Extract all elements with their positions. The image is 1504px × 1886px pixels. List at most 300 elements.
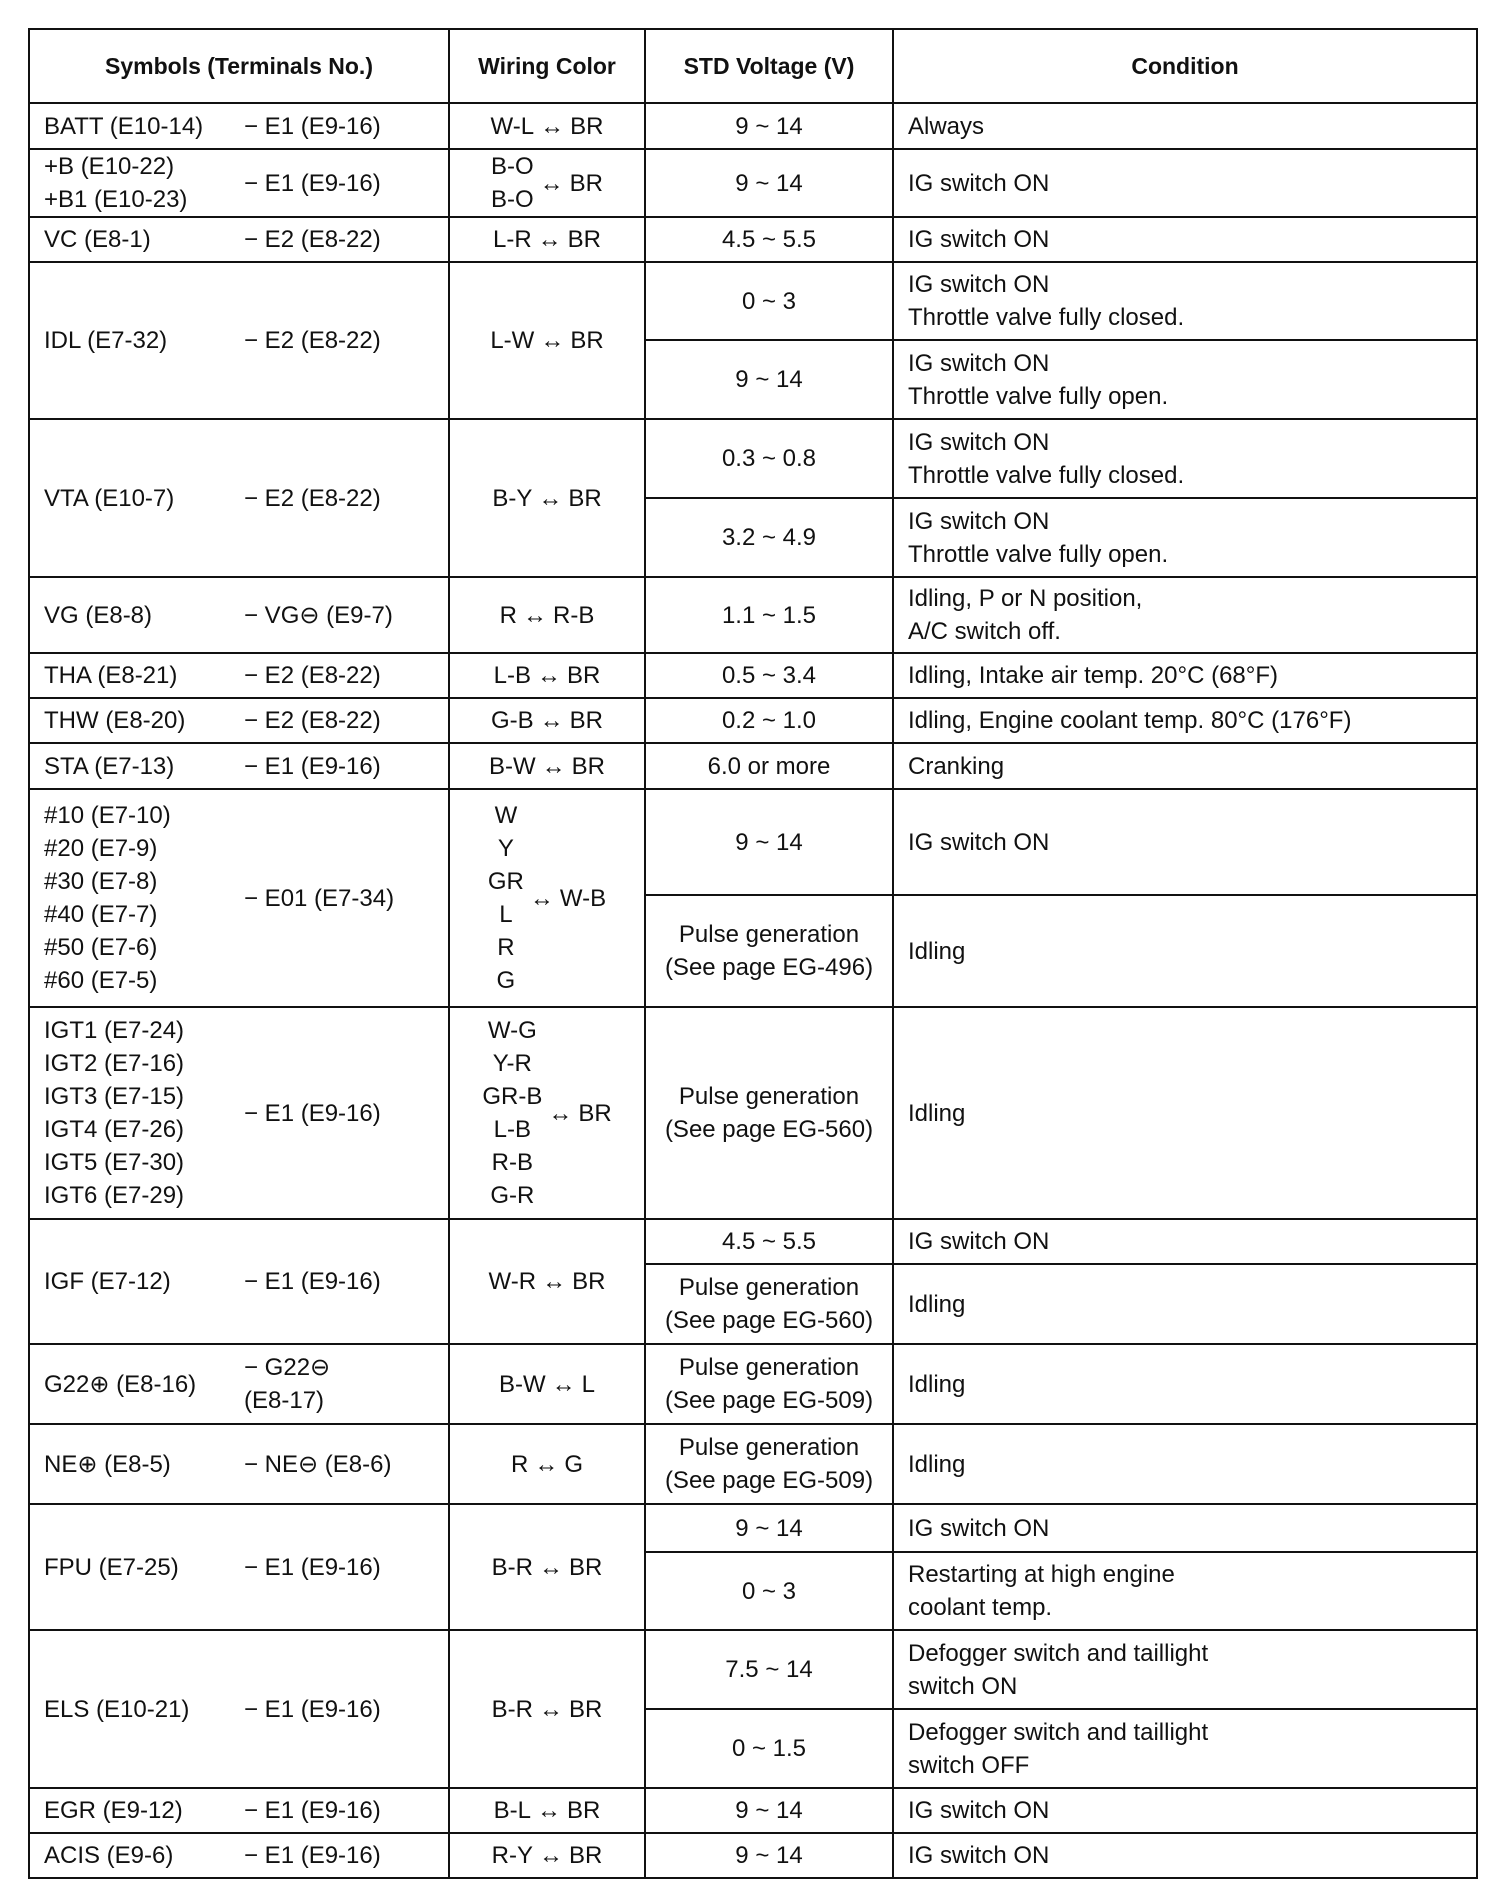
wiring-group: [464, 659, 630, 692]
voltage-cell: [645, 1630, 893, 1709]
condition-text: coolant temp.: [908, 1594, 1053, 1621]
terminal-symbol: #40 (E7-7): [44, 901, 158, 928]
voltage-cell: [645, 103, 893, 149]
symbol-cell: [29, 1424, 449, 1504]
bidirectional-arrow-icon: ↔: [534, 1450, 559, 1478]
terminal-symbol: #60 (E7-5): [44, 967, 158, 994]
terminal-symbol: VTA (E10-7): [44, 484, 175, 512]
bidirectional-arrow-icon: ↔: [541, 752, 566, 780]
reference-terminal-label: − E2 (E8-22): [244, 226, 381, 253]
terminal-symbol: THA (E8-21): [44, 662, 178, 689]
voltage-value: 0 ~ 3: [741, 1577, 797, 1605]
condition-text: Idling, Intake air temp. 20°C (68°F): [908, 662, 1279, 689]
bidirectional-arrow-icon: ↔: [537, 226, 562, 253]
wiring-group: [464, 1448, 630, 1481]
voltage-cell: [645, 1788, 893, 1833]
voltage-value: 1.1 ~ 1.5: [721, 601, 817, 629]
reference-terminal: [244, 704, 434, 737]
wire-color: L: [499, 901, 513, 928]
table-row: [29, 789, 1477, 895]
wire-color: B-L: [493, 1797, 531, 1824]
condition-text: IG switch ON: [908, 1514, 1050, 1542]
wiring-group: [464, 799, 630, 997]
symbol-cell: [29, 1219, 449, 1344]
symbol-cell: [29, 698, 449, 743]
voltage-value: (See page EG-496): [664, 954, 874, 981]
condition-text: IG switch ON: [908, 507, 1050, 535]
wire-to-color: BR: [567, 1797, 601, 1824]
voltage-value: (See page EG-509): [664, 1387, 874, 1414]
reference-terminal-label: − E1 (E9-16): [244, 1553, 381, 1581]
symbol-group: [44, 1693, 434, 1726]
table-row: [29, 743, 1477, 789]
voltage-cell: [645, 1504, 893, 1552]
condition-cell: [893, 103, 1477, 149]
wire-color: B-Y: [492, 484, 533, 512]
condition-cell: [893, 1424, 1477, 1504]
condition-text: IG switch ON: [908, 169, 1050, 197]
voltage-value: Pulse generation: [678, 921, 860, 948]
condition-cell: [893, 895, 1477, 1007]
symbol-cell: [29, 1788, 449, 1833]
reference-terminal: [244, 599, 434, 632]
condition-cell: [893, 653, 1477, 698]
wire-color: W-R: [488, 1268, 537, 1295]
reference-terminal: [244, 1839, 434, 1872]
wiring-group: [464, 704, 630, 737]
voltage-cell: [645, 653, 893, 698]
terminal-symbols: [44, 659, 244, 692]
wiring-color-cell: [449, 1833, 645, 1878]
voltage-value: 0 ~ 1.5: [731, 1735, 807, 1762]
terminal-symbol: +B (E10-22): [44, 153, 175, 180]
wire-color: B-R: [491, 1553, 533, 1581]
symbol-group: [44, 1839, 434, 1872]
voltage-cell: [645, 340, 893, 419]
reference-terminal: [244, 1794, 434, 1827]
table-row: [29, 103, 1477, 149]
wiring-group: [464, 1693, 630, 1726]
symbol-group: [44, 704, 434, 737]
wire-to-color: BR: [570, 112, 604, 140]
reference-terminal: [244, 1448, 434, 1481]
wire-colors: [500, 599, 517, 632]
reference-terminal: [244, 1351, 434, 1417]
reference-terminal-label: − E1 (E9-16): [244, 169, 381, 197]
table-row: [29, 217, 1477, 262]
reference-terminal: [244, 324, 434, 357]
wiring-color-cell: [449, 789, 645, 1007]
wiring-group: [464, 1551, 630, 1584]
reference-terminal-label: − VG⊖ (E9-7): [244, 601, 393, 629]
bidirectional-arrow-icon: ↔: [537, 662, 561, 689]
header-std-voltage: STD Voltage (V): [645, 29, 893, 103]
wire-color: L-W: [490, 327, 535, 354]
voltage-value: 4.5 ~ 5.5: [721, 226, 817, 253]
table-row: [29, 1788, 1477, 1833]
table-row: [29, 1344, 1477, 1424]
terminal-symbols: [44, 1794, 244, 1827]
wire-color: B-O: [490, 153, 534, 180]
wire-color: G-B: [490, 707, 534, 734]
wiring-color-cell: [449, 653, 645, 698]
condition-cell: [893, 789, 1477, 895]
header-symbols: Symbols (Terminals No.): [29, 29, 449, 103]
wire-color: Y: [497, 835, 514, 862]
symbol-group: [44, 750, 434, 783]
wire-to-color: BR: [567, 662, 601, 689]
condition-text: IG switch ON: [908, 226, 1050, 253]
terminal-symbol: ACIS (E9-6): [44, 1842, 174, 1869]
symbol-group: [44, 482, 434, 515]
wiring-group: [464, 223, 630, 256]
wire-to-color: R-B: [553, 601, 595, 629]
terminal-symbol: VC (E8-1): [44, 226, 151, 253]
table-row: [29, 1007, 1477, 1219]
condition-text: Throttle valve fully closed.: [908, 461, 1185, 489]
voltage-value: 0.5 ~ 3.4: [721, 662, 817, 689]
condition-text: Idling: [908, 937, 966, 965]
condition-cell: [893, 1552, 1477, 1630]
condition-text: Defogger switch and taillight: [908, 1718, 1209, 1746]
terminal-symbols: [44, 1551, 244, 1584]
wire-color: B-O: [490, 186, 534, 213]
symbol-group: [44, 324, 434, 357]
wiring-color-cell: [449, 1788, 645, 1833]
condition-cell: [893, 1709, 1477, 1788]
wire-to-color: BR: [569, 1695, 603, 1723]
bidirectional-arrow-icon: ↔: [539, 1695, 563, 1723]
wire-colors: [492, 482, 532, 515]
terminal-symbol: NE⊕ (E8-5): [44, 1450, 171, 1478]
wiring-group: [464, 1265, 630, 1298]
voltage-cell: [645, 1552, 893, 1630]
wire-colors: [488, 799, 524, 997]
voltage-cell: [645, 743, 893, 789]
condition-text: IG switch ON: [908, 1797, 1050, 1824]
condition-cell: [893, 1344, 1477, 1424]
voltage-value: 0.2 ~ 1.0: [721, 707, 817, 734]
header-wiring-color: Wiring Color: [449, 29, 645, 103]
terminal-symbol: IDL (E7-32): [44, 327, 168, 354]
wire-to-color: G: [564, 1450, 583, 1478]
condition-text: Throttle valve fully closed.: [908, 304, 1185, 331]
wire-colors: [511, 1448, 528, 1481]
reference-terminal: [244, 223, 434, 256]
reference-terminal-label: − G22⊖: [244, 1354, 331, 1381]
wire-color: W: [494, 802, 518, 829]
terminal-symbol: EGR (E9-12): [44, 1797, 183, 1824]
voltage-cell: [645, 895, 893, 1007]
reference-terminal: [244, 1551, 434, 1584]
voltage-cell: [645, 1219, 893, 1264]
voltage-value: Pulse generation: [678, 1083, 860, 1110]
condition-text: Idling: [908, 1290, 966, 1318]
terminal-symbol: FPU (E7-25): [44, 1553, 179, 1581]
wiring-group: [464, 750, 630, 783]
condition-text: Idling: [908, 1099, 966, 1127]
bidirectional-arrow-icon: ↔: [523, 601, 547, 629]
bidirectional-arrow-icon: ↔: [551, 1370, 576, 1398]
terminal-symbol: THW (E8-20): [44, 707, 186, 734]
symbol-cell: [29, 1630, 449, 1788]
condition-cell: [893, 698, 1477, 743]
condition-text: Restarting at high engine: [908, 1561, 1175, 1588]
symbol-cell: [29, 577, 449, 653]
wiring-color-cell: [449, 1424, 645, 1504]
condition-text: Idling: [908, 1370, 966, 1398]
symbol-group: [44, 1014, 434, 1212]
wiring-color-cell: [449, 419, 645, 577]
terminal-symbol: +B1 (E10-23): [44, 186, 188, 213]
condition-cell: [893, 1504, 1477, 1552]
condition-text: IG switch ON: [908, 428, 1050, 456]
symbol-cell: [29, 1504, 449, 1630]
voltage-value: 9 ~ 14: [735, 1514, 803, 1542]
bidirectional-arrow-icon: ↔: [540, 327, 565, 354]
condition-cell: [893, 1264, 1477, 1344]
condition-cell: [893, 340, 1477, 419]
voltage-value: 0 ~ 3: [741, 287, 797, 315]
voltage-value: 3.2 ~ 4.9: [721, 524, 817, 551]
terminal-symbols: [44, 599, 244, 632]
terminal-symbols: [44, 750, 244, 783]
symbol-group: [44, 1448, 434, 1481]
symbol-cell: [29, 1007, 449, 1219]
symbol-group: [44, 799, 434, 997]
terminal-symbol: STA (E7-13): [44, 752, 175, 780]
voltage-value: 6.0 or more: [707, 752, 831, 780]
wiring-color-cell: [449, 217, 645, 262]
voltage-cell: [645, 419, 893, 498]
condition-text: Cranking: [908, 752, 1005, 780]
reference-terminal: [244, 659, 434, 692]
condition-cell: [893, 419, 1477, 498]
wire-color: G-R: [490, 1182, 535, 1209]
terminal-symbols: [44, 482, 244, 515]
symbol-cell: [29, 149, 449, 217]
voltage-cell: [645, 217, 893, 262]
table-row: [29, 577, 1477, 653]
wire-color: L-B: [493, 662, 531, 689]
table-row: [29, 698, 1477, 743]
wire-to-color: BR: [569, 707, 603, 734]
symbol-group: [44, 150, 434, 216]
wire-colors: [494, 1794, 531, 1827]
wiring-group: [464, 1794, 630, 1827]
condition-cell: [893, 1007, 1477, 1219]
voltage-value: Pulse generation: [678, 1434, 860, 1461]
wire-color: R: [499, 601, 517, 629]
reference-terminal-label: − E1 (E9-16): [244, 1842, 381, 1869]
wiring-color-cell: [449, 698, 645, 743]
wire-colors: [492, 1693, 533, 1726]
condition-cell: [893, 498, 1477, 577]
bidirectional-arrow-icon: ↔: [542, 1268, 567, 1295]
wire-colors: [491, 110, 535, 143]
wire-color: R: [497, 934, 515, 961]
terminal-symbols: [44, 799, 244, 997]
condition-text: A/C switch off.: [908, 618, 1061, 645]
wiring-group: [464, 1014, 630, 1212]
condition-text: Always: [908, 112, 985, 140]
table-row: [29, 1833, 1477, 1878]
condition-text: Throttle valve fully open.: [908, 540, 1169, 568]
condition-text: switch OFF: [908, 1751, 1030, 1779]
terminal-symbols: [44, 223, 244, 256]
symbol-cell: [29, 103, 449, 149]
condition-cell: [893, 1788, 1477, 1833]
voltage-value: 9 ~ 14: [735, 828, 803, 856]
reference-terminal-label: − E1 (E9-16): [244, 1695, 381, 1723]
wire-to-color: W-B: [559, 884, 607, 912]
wiring-group: [464, 150, 630, 216]
wiring-group: [464, 110, 630, 143]
table-row: [29, 1630, 1477, 1709]
bidirectional-arrow-icon: ↔: [537, 1797, 561, 1824]
wire-color: GR: [487, 868, 524, 895]
symbol-cell: [29, 419, 449, 577]
wire-color: R-B: [491, 1149, 533, 1176]
symbol-group: [44, 1265, 434, 1298]
reference-terminal: [244, 882, 434, 915]
reference-terminal-label: − E2 (E8-22): [244, 327, 381, 354]
wire-colors: [493, 223, 532, 256]
terminal-symbol: #10 (E7-10): [44, 802, 171, 829]
wire-to-color: BR: [569, 1553, 603, 1581]
bidirectional-arrow-icon: ↔: [539, 1553, 563, 1581]
wiring-color-cell: [449, 1504, 645, 1630]
wiring-color-cell: [449, 149, 645, 217]
voltage-value: (See page EG-560): [664, 1116, 874, 1143]
wire-to-color: BR: [571, 752, 605, 780]
wire-to-color: BR: [572, 1268, 606, 1295]
wire-colors: [491, 150, 534, 216]
wire-colors: [499, 1368, 546, 1401]
symbol-cell: [29, 1344, 449, 1424]
voltage-value: 9 ~ 14: [735, 1842, 803, 1869]
wire-color: W-L: [490, 112, 535, 140]
reference-terminal: [244, 167, 434, 200]
wire-to-color: BR: [578, 1099, 612, 1127]
terminal-symbol: #30 (E7-8): [44, 868, 158, 895]
wire-color: Y-R: [492, 1050, 532, 1077]
condition-text: Defogger switch and taillight: [908, 1639, 1209, 1667]
reference-terminal-label: − E2 (E8-22): [244, 484, 381, 512]
wire-colors: [489, 1265, 537, 1298]
header-row: [29, 29, 1477, 103]
voltage-value: 4.5 ~ 5.5: [721, 1228, 817, 1255]
wire-color: R-Y: [491, 1842, 533, 1869]
voltage-value: 7.5 ~ 14: [725, 1656, 813, 1683]
terminal-symbol: IGT4 (E7-26): [44, 1116, 185, 1143]
wiring-color-cell: [449, 1344, 645, 1424]
condition-text: Idling: [908, 1450, 966, 1478]
voltage-cell: [645, 1424, 893, 1504]
reference-terminal-label: − E2 (E8-22): [244, 707, 381, 734]
voltage-value: 9 ~ 14: [735, 169, 803, 197]
bidirectional-arrow-icon: ↔: [538, 484, 563, 512]
wire-colors: [492, 1839, 533, 1872]
wire-to-color: BR: [570, 327, 604, 354]
reference-terminal: [244, 1265, 434, 1298]
terminal-symbols: [44, 704, 244, 737]
wiring-color-cell: [449, 262, 645, 419]
terminal-symbol: IGF (E7-12): [44, 1268, 171, 1295]
wiring-color-cell: [449, 743, 645, 789]
bidirectional-arrow-icon: ↔: [540, 112, 565, 140]
wire-to-color: BR: [567, 226, 601, 253]
wire-colors: [491, 704, 534, 737]
symbol-group: [44, 1351, 434, 1417]
wiring-group: [464, 482, 630, 515]
wire-color: L-B: [493, 1116, 531, 1143]
wire-colors: [482, 1014, 542, 1212]
reference-terminal-label: − E1 (E9-16): [244, 1797, 381, 1824]
terminal-voltage-table: [28, 28, 1478, 1879]
reference-terminal-label: − E01 (E7-34): [244, 884, 395, 912]
reference-terminal: [244, 1097, 434, 1130]
terminal-symbol: IGT3 (E7-15): [44, 1083, 185, 1110]
condition-cell: [893, 1833, 1477, 1878]
symbol-cell: [29, 789, 449, 1007]
symbol-group: [44, 223, 434, 256]
voltage-cell: [645, 1264, 893, 1344]
wire-color: GR-B: [482, 1083, 543, 1110]
condition-cell: [893, 149, 1477, 217]
table-row: [29, 1219, 1477, 1264]
terminal-symbol: G22⊕ (E8-16): [44, 1370, 197, 1398]
condition-cell: [893, 1219, 1477, 1264]
symbol-cell: [29, 743, 449, 789]
condition-text: IG switch ON: [908, 349, 1050, 377]
symbol-group: [44, 1794, 434, 1827]
terminal-symbols: [44, 1014, 244, 1212]
symbol-group: [44, 110, 434, 143]
wire-to-color: BR: [568, 484, 602, 512]
reference-terminal-label: − E1 (E9-16): [244, 1099, 381, 1127]
terminal-symbols: [44, 1265, 244, 1298]
symbol-group: [44, 599, 434, 632]
voltage-value: Pulse generation: [678, 1274, 860, 1301]
terminal-symbol: IGT2 (E7-16): [44, 1050, 185, 1077]
voltage-cell: [645, 577, 893, 653]
table-row: [29, 149, 1477, 217]
table-row: [29, 1504, 1477, 1552]
table-row: [29, 419, 1477, 498]
voltage-cell: [645, 1007, 893, 1219]
terminal-symbols: [44, 1839, 244, 1872]
voltage-cell: [645, 498, 893, 577]
voltage-cell: [645, 1344, 893, 1424]
voltage-value: 9 ~ 14: [735, 1797, 803, 1824]
terminal-symbol: #20 (E7-9): [44, 835, 158, 862]
reference-terminal-label: − E1 (E9-16): [244, 752, 381, 780]
wiring-group: [464, 1839, 630, 1872]
symbol-cell: [29, 1833, 449, 1878]
wire-color: G: [496, 967, 516, 994]
condition-cell: [893, 217, 1477, 262]
reference-terminal-label: − E1 (E9-16): [244, 1268, 381, 1295]
symbol-cell: [29, 262, 449, 419]
terminal-symbol: VG (E8-8): [44, 601, 153, 629]
bidirectional-arrow-icon: ↔: [539, 169, 564, 197]
voltage-value: Pulse generation: [678, 1354, 860, 1381]
bidirectional-arrow-icon: ↔: [548, 1099, 573, 1127]
wiring-group: [464, 1368, 630, 1401]
voltage-cell: [645, 1833, 893, 1878]
terminal-symbol: IGT1 (E7-24): [44, 1017, 185, 1044]
